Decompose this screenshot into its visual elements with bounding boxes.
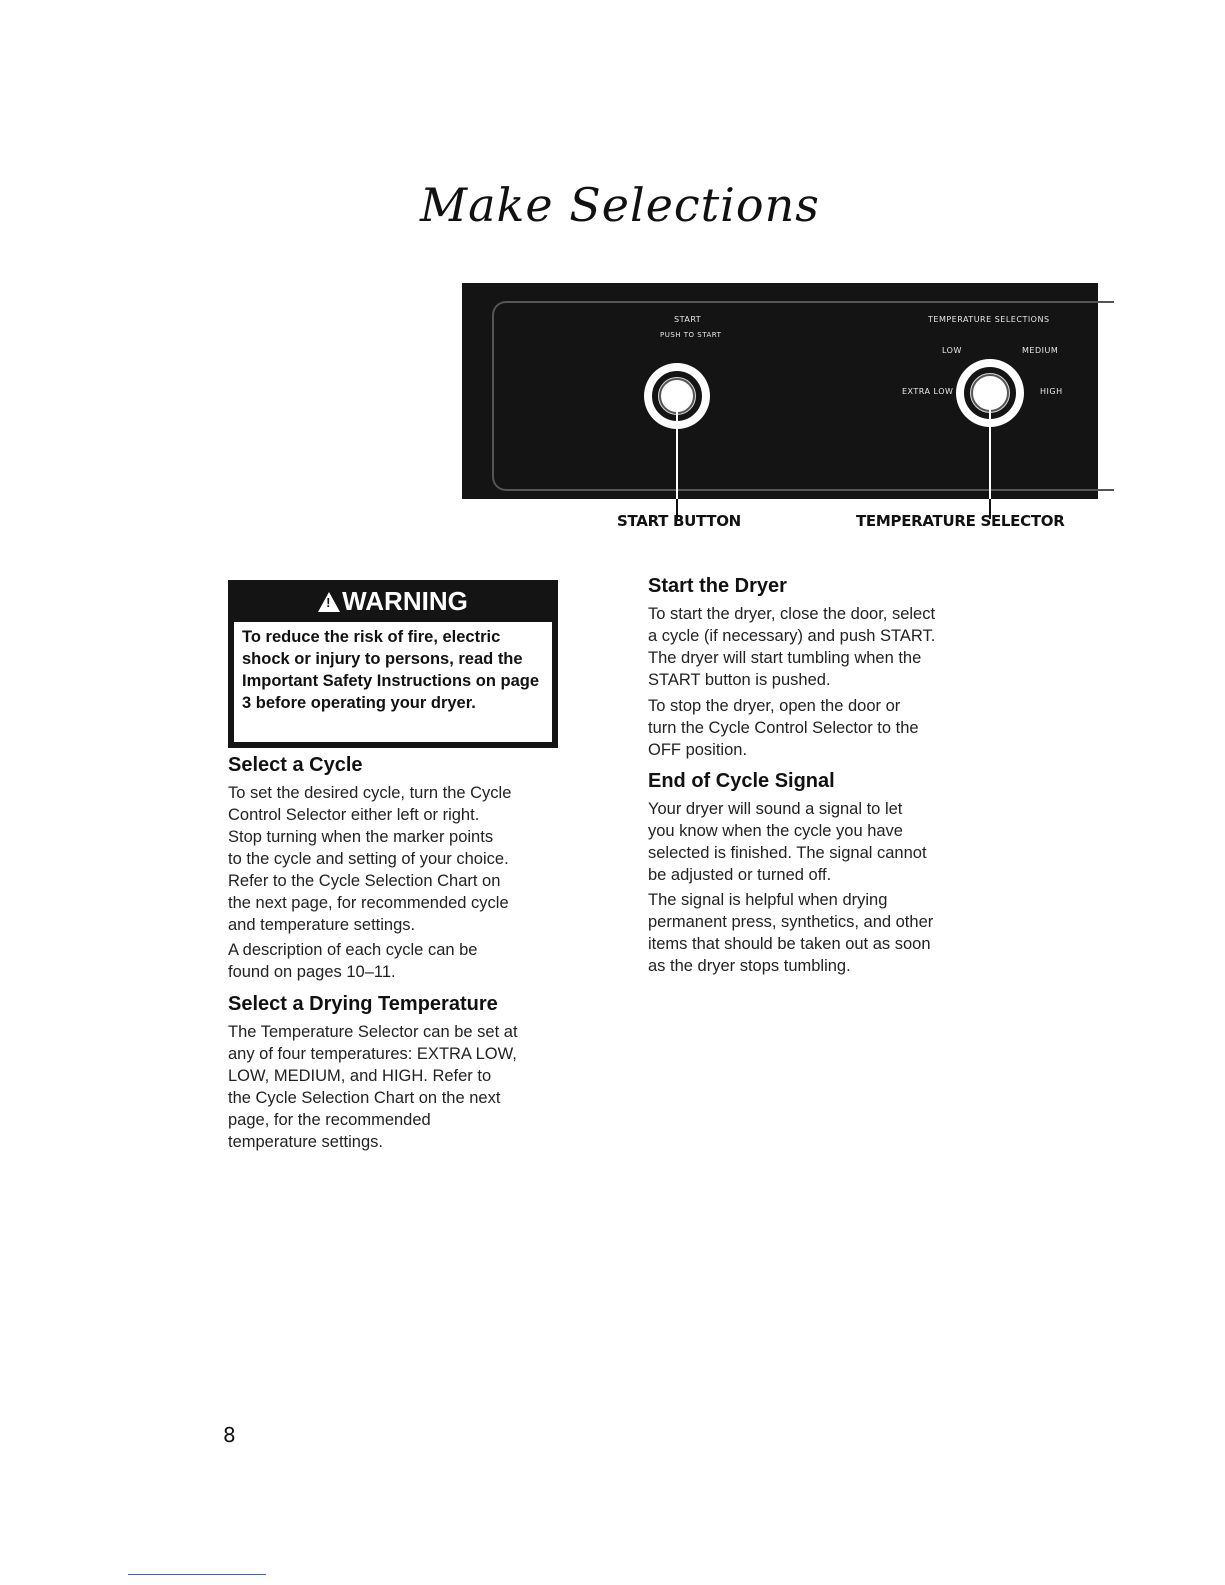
temperature-selector-caption: TEMPERATURE SELECTOR bbox=[856, 512, 1065, 530]
temperature-selections-label: TEMPERATURE SELECTIONS bbox=[928, 315, 1050, 324]
start-label: START bbox=[674, 315, 702, 324]
start-leader-line-inner bbox=[676, 393, 678, 499]
end-of-cycle-signal-paragraph-1: Your dryer will sound a signal to let you know when the cycle you have selected is finished. The signal cannot be adjusted or turned off. bbox=[648, 800, 927, 884]
push-to-start-label: PUSH TO START bbox=[660, 331, 722, 339]
select-cycle-heading: Select a Cycle bbox=[228, 754, 363, 776]
page-title: Make Selections bbox=[420, 178, 820, 232]
select-cycle-paragraph-1: To set the desired cycle, turn the Cycle Control Selector either left or right. Stop turning when the marker points to the cycle and setting of your choice. Refer to the Cycle Selection Chart on the next page, for recommended cycle and temperature settings. bbox=[228, 784, 512, 934]
temp-medium-label: MEDIUM bbox=[1022, 346, 1059, 355]
start-dryer-paragraph-2: To stop the dryer, open the door or turn the Cycle Control Selector to the OFF position. bbox=[648, 697, 919, 759]
start-dryer-heading: Start the Dryer bbox=[648, 575, 787, 597]
control-panel-illustration bbox=[462, 283, 1098, 499]
warning-triangle-icon bbox=[318, 592, 340, 612]
temp-low-label: LOW bbox=[942, 346, 962, 355]
temp-high-label: HIGH bbox=[1040, 387, 1063, 396]
warning-box bbox=[228, 580, 558, 748]
end-of-cycle-signal-paragraph-2: The signal is helpful when drying permanent press, synthetics, and other items that should be taken out as soon as the dryer stops tumbling. bbox=[648, 891, 934, 975]
select-cycle-paragraph-2: A description of each cycle can be found on pages 10–11. bbox=[228, 941, 478, 981]
bottom-rule bbox=[128, 1574, 266, 1575]
warning-title: WARNING bbox=[342, 586, 468, 616]
temp-leader-line-inner bbox=[989, 393, 991, 499]
warning-header bbox=[228, 580, 558, 622]
page-number: 8 bbox=[223, 1423, 236, 1447]
end-of-cycle-signal-heading: End of Cycle Signal bbox=[648, 770, 835, 792]
drying-temperature-paragraph: The Temperature Selector can be set at any of four temperatures: EXTRA LOW, LOW, MEDIUM, and HIGH. Refer to the Cycle Selection Chart on the next page, for the recommended temperature settings. bbox=[228, 1023, 518, 1151]
start-dryer-paragraph-1: To start the dryer, close the door, select a cycle (if necessary) and push START. The dryer will start tumbling when the START button is pushed. bbox=[648, 605, 936, 689]
warning-text: To reduce the risk of fire, electric shock or injury to persons, read the Important Safety Instructions on page 3 before operating your dryer. bbox=[234, 622, 552, 742]
temp-extra-low-label: EXTRA LOW bbox=[902, 387, 954, 396]
start-button-caption: START BUTTON bbox=[617, 512, 741, 530]
drying-temperature-heading: Select a Drying Temperature bbox=[228, 993, 498, 1015]
